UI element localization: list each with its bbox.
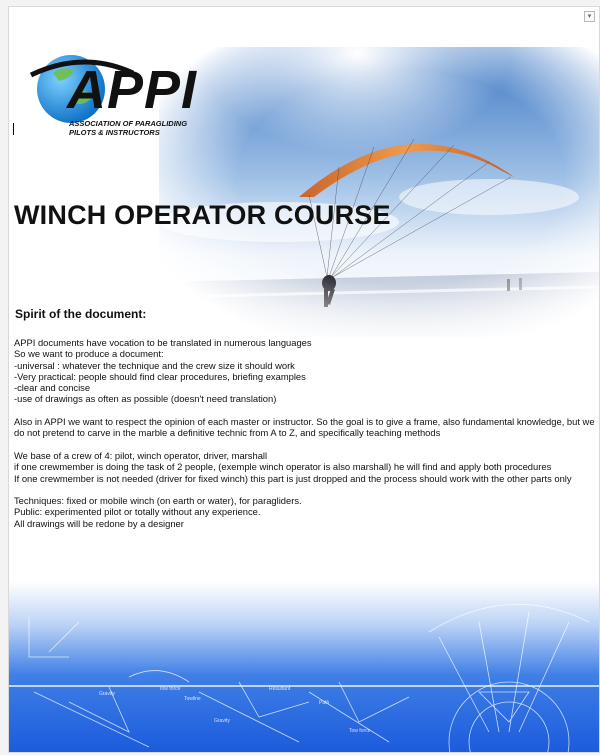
- text-line: If one crewmember is not needed (driver for fixed winch) this part is just dropped and the process should work with the other parts only: [14, 472, 572, 484]
- logo-subtitle: [69, 119, 187, 137]
- text-line: if one crewmember is doing the task of 2 people, (exemple winch operator is also marshall) he will find and apply both procedures: [14, 461, 552, 473]
- diagram-label: Gravity: [99, 691, 115, 697]
- text-line: Also in APPI we want to respect the opinion of each master or instructor. So the goal is to give a frame, also fundamental knowledge, but we do not pretend to carve in the marble a definitive technic from A to Z, and specifically teaching methods: [14, 416, 595, 439]
- diagram-label: Resultant: [269, 686, 291, 692]
- text-line: So we want to produce a document:: [14, 348, 164, 360]
- diagram-label: Gravity: [214, 718, 230, 724]
- diagram-label: Tow force: [159, 686, 181, 692]
- text-line: All drawings will be redone by a designer: [14, 517, 184, 529]
- paragraph: [14, 416, 596, 439]
- document-page: [8, 6, 600, 753]
- text-line: Techniques: fixed or mobile winch (on earth or water), for paragliders.: [14, 495, 302, 507]
- text-line: -use of drawings as often as possible (doesn't need translation): [14, 393, 277, 405]
- text-line: We base of a crew of 4: pilot, winch operator, driver, marshall: [14, 449, 268, 461]
- technical-drawings-band: [9, 582, 599, 752]
- text-line: -Very practical: people should find clear procedures, briefing examples: [14, 370, 306, 382]
- logo-wordmark: APPI: [67, 60, 198, 120]
- logo-subtitle-line: PILOTS & INSTRUCTORS: [69, 128, 160, 137]
- diagram-label: Towline: [184, 696, 201, 702]
- logo-subtitle-line: ASSOCIATION OF PARAGLIDING: [69, 119, 188, 128]
- paragraph: [14, 337, 596, 405]
- text-line: -clear and concise: [14, 382, 91, 394]
- diagram-label: Path: [319, 700, 330, 706]
- diagram-label: Tow force: [349, 728, 371, 734]
- paragraph: [14, 495, 596, 529]
- text-line: -universal : whatever the technique and the crew size it should work: [14, 359, 295, 371]
- section-heading: Spirit of the document:: [15, 307, 147, 321]
- text-line: APPI documents have vocation to be translated in numerous languages: [14, 337, 312, 348]
- paragraph: [14, 450, 596, 484]
- text-line: Public: experimented pilot or totally without any experience.: [14, 506, 261, 518]
- text-cursor: [13, 123, 14, 135]
- document-body: [14, 337, 596, 540]
- collapse-toggle-icon[interactable]: ▾: [584, 11, 595, 22]
- document-title: WINCH OPERATOR COURSE: [14, 200, 391, 230]
